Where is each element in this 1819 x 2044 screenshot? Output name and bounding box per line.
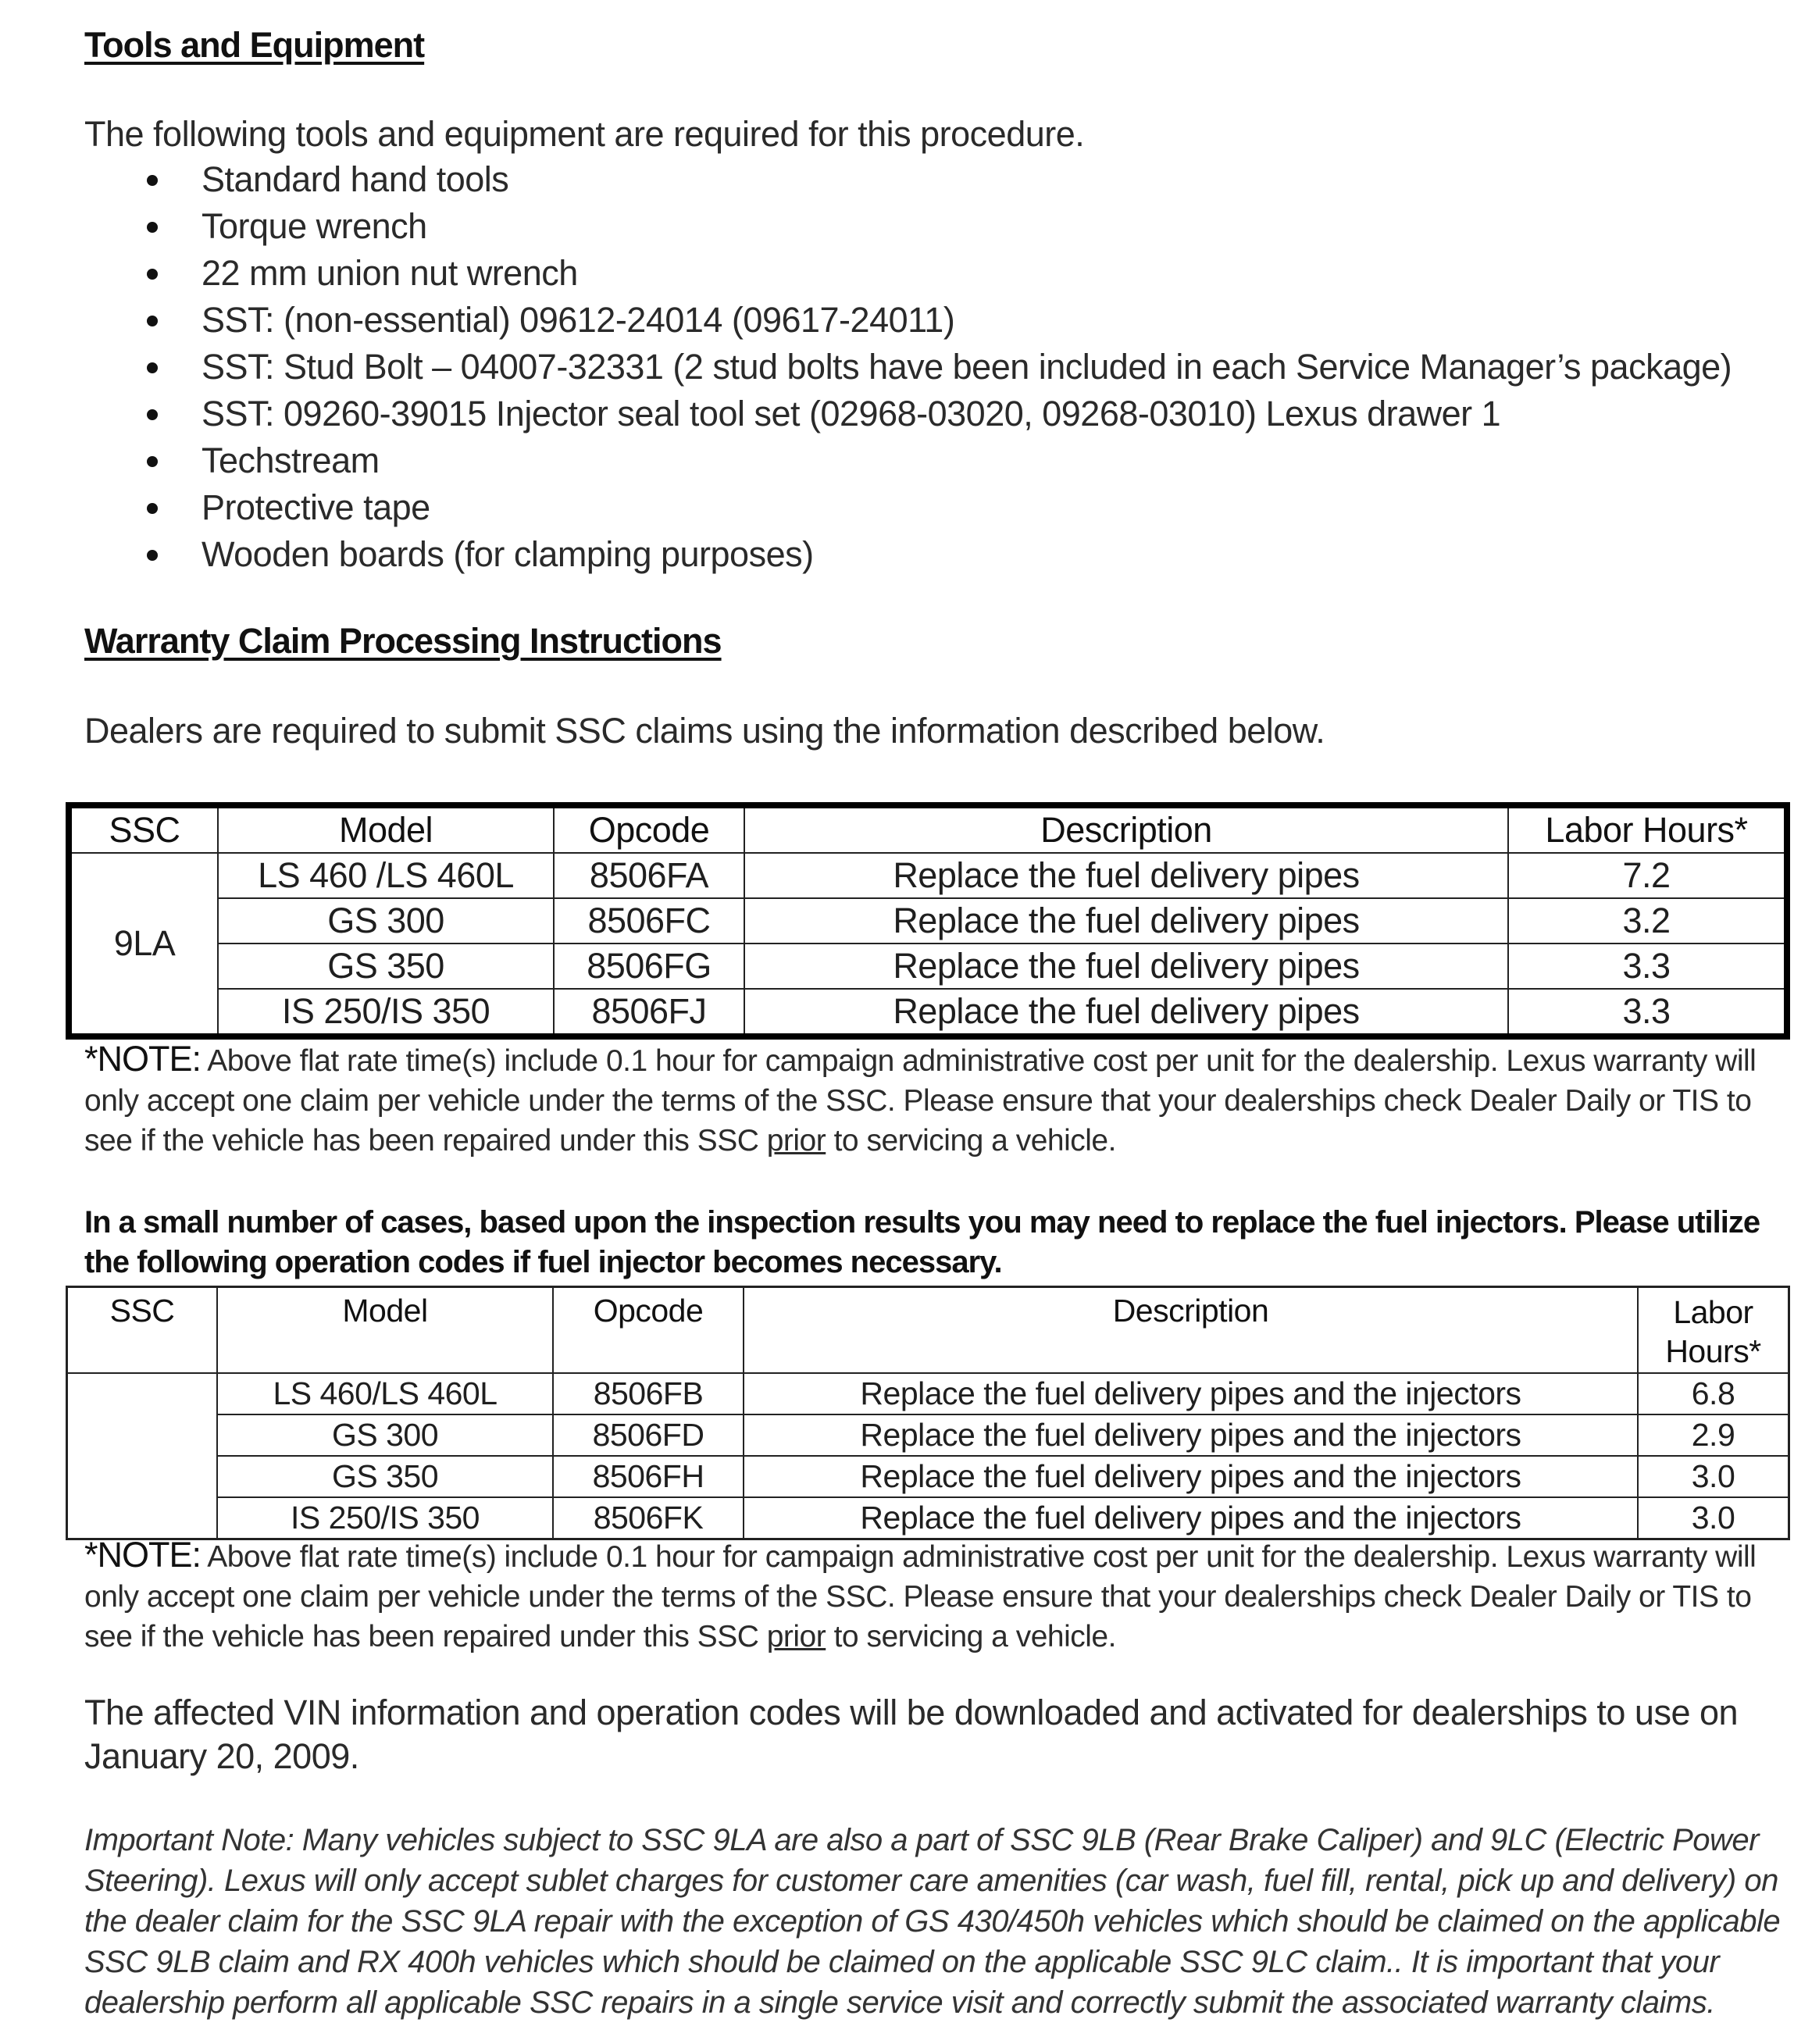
description-cell: Replace the fuel delivery pipes and the injectors bbox=[744, 1497, 1638, 1539]
model-cell: IS 250/IS 350 bbox=[218, 989, 554, 1036]
hours-cell: 3.2 bbox=[1508, 898, 1787, 944]
tools-intro: The following tools and equipment are required for this procedure. bbox=[84, 114, 1085, 154]
ssc-cell bbox=[67, 1373, 218, 1539]
opcode-cell: 8506FC bbox=[554, 898, 744, 944]
model-cell: LS 460 /LS 460L bbox=[218, 853, 554, 898]
tools-list bbox=[141, 156, 1732, 578]
opcode-cell: 8506FH bbox=[553, 1456, 744, 1497]
hours-cell: 3.0 bbox=[1638, 1456, 1789, 1497]
header-ssc: SSC bbox=[69, 805, 218, 853]
tools-heading: Tools and Equipment bbox=[84, 25, 425, 65]
warranty-intro: Dealers are required to submit SSC claims using the information described below. bbox=[84, 711, 1325, 751]
description-cell: Replace the fuel delivery pipes and the injectors bbox=[744, 1456, 1638, 1497]
opcode-table-injectors bbox=[66, 1286, 1790, 1540]
bullet-icon bbox=[147, 175, 158, 186]
note-injectors: *NOTE: Above flat rate time(s) include 0.1 hour for campaign administrative cost per unit for the dealership. Lexus warranty will only accept one claim per vehicle under the terms of the SSC. Please ensure that your dealerships check Dealer Daily or TIS to see if the vehicle has been repaired under this SSC prior to servicing a vehicle. bbox=[84, 1535, 1757, 1653]
table-row bbox=[69, 853, 1787, 898]
model-cell: GS 300 bbox=[218, 898, 554, 944]
table-row bbox=[67, 1373, 1789, 1414]
table-row bbox=[67, 1497, 1789, 1539]
ssc-cell: 9LA bbox=[69, 853, 218, 1036]
description-cell: Replace the fuel delivery pipes bbox=[744, 898, 1508, 944]
hours-cell: 3.0 bbox=[1638, 1497, 1789, 1539]
bullet-icon bbox=[147, 222, 158, 233]
opcode-cell: 8506FA bbox=[554, 853, 744, 898]
model-cell: GS 350 bbox=[217, 1456, 553, 1497]
description-cell: Replace the fuel delivery pipes bbox=[744, 989, 1508, 1036]
header-labor-hours: Labor Hours* bbox=[1508, 805, 1787, 853]
model-cell: GS 350 bbox=[218, 944, 554, 989]
header-description: Description bbox=[744, 805, 1508, 853]
list-item: Techstream bbox=[141, 437, 1732, 484]
table-row bbox=[69, 989, 1787, 1036]
header-model: Model bbox=[217, 1287, 553, 1374]
description-cell: Replace the fuel delivery pipes bbox=[744, 944, 1508, 989]
hours-cell: 7.2 bbox=[1508, 853, 1787, 898]
opcode-table-pipes bbox=[66, 802, 1790, 1040]
header-opcode: Opcode bbox=[554, 805, 744, 853]
bullet-icon bbox=[147, 550, 158, 561]
list-item: Torque wrench bbox=[141, 203, 1732, 250]
bullet-icon bbox=[147, 269, 158, 280]
hours-cell: 3.3 bbox=[1508, 989, 1787, 1036]
header-model: Model bbox=[218, 805, 554, 853]
table-header-row bbox=[67, 1287, 1789, 1374]
opcode-cell: 8506FK bbox=[553, 1497, 744, 1539]
list-item: SST: Stud Bolt – 04007-32331 (2 stud bolts have been included in each Service Manager’s package) bbox=[141, 344, 1732, 391]
vin-activation-paragraph: The affected VIN information and operation codes will be downloaded and activated for dealerships to use on January 20, 2009. bbox=[84, 1693, 1739, 1776]
list-item: Wooden boards (for clamping purposes) bbox=[141, 531, 1732, 578]
bullet-icon bbox=[147, 503, 158, 514]
list-item: Standard hand tools bbox=[141, 156, 1732, 203]
hours-cell: 2.9 bbox=[1638, 1414, 1789, 1456]
list-item: SST: 09260-39015 Injector seal tool set (02968-03020, 09268-03010) Lexus drawer 1 bbox=[141, 391, 1732, 437]
note-pipes: *NOTE: Above flat rate time(s) include 0.1 hour for campaign administrative cost per unit for the dealership. Lexus warranty will only accept one claim per vehicle under the terms of the SSC. Please ensure that your dealerships check Dealer Daily or TIS to see if the vehicle has been repaired under this SSC prior to servicing a vehicle. bbox=[84, 1039, 1757, 1158]
table-row bbox=[69, 898, 1787, 944]
description-cell: Replace the fuel delivery pipes and the injectors bbox=[744, 1414, 1638, 1456]
header-description: Description bbox=[744, 1287, 1638, 1374]
model-cell: IS 250/IS 350 bbox=[217, 1497, 553, 1539]
table-row bbox=[69, 944, 1787, 989]
description-cell: Replace the fuel delivery pipes bbox=[744, 853, 1508, 898]
important-note: Important Note: Many vehicles subject to SSC 9LA are also a part of SSC 9LB (Rear Brake Caliper) and 9LC (Electric Power Steering). Lexus will only accept sublet charges for customer care amenities (car wash, fuel fill, rental, pick up and delivery) on the dealer claim for the SSC 9LA repair with the exception of GS 430/450h vehicles which should be claimed on the applicable SSC 9LB claim and RX 400h vehicles which should be claimed on the applicable SSC 9LC claim.. It is important that your dealership perform all applicable SSC repairs in a single service visit and correctly submit the associated warranty claims. bbox=[84, 1823, 1781, 2020]
opcode-cell: 8506FJ bbox=[554, 989, 744, 1036]
list-item: 22 mm union nut wrench bbox=[141, 250, 1732, 297]
opcode-cell: 8506FD bbox=[553, 1414, 744, 1456]
opcode-cell: 8506FG bbox=[554, 944, 744, 989]
bullet-icon bbox=[147, 409, 158, 420]
header-labor-hours: Labor Hours* bbox=[1638, 1287, 1789, 1374]
header-opcode: Opcode bbox=[553, 1287, 744, 1374]
model-cell: GS 300 bbox=[217, 1414, 553, 1456]
warranty-heading: Warranty Claim Processing Instructions bbox=[84, 621, 722, 661]
description-cell: Replace the fuel delivery pipes and the injectors bbox=[744, 1373, 1638, 1414]
bullet-icon bbox=[147, 456, 158, 467]
table-row bbox=[67, 1414, 1789, 1456]
hours-cell: 6.8 bbox=[1638, 1373, 1789, 1414]
injector-instructions: In a small number of cases, based upon the inspection results you may need to replace the fuel injectors. Please utilize the following operation codes if fuel injector becomes necessary. bbox=[84, 1205, 1760, 1279]
list-item: Protective tape bbox=[141, 484, 1732, 531]
hours-cell: 3.3 bbox=[1508, 944, 1787, 989]
note-label: *NOTE: bbox=[84, 1535, 202, 1575]
bullet-icon bbox=[147, 362, 158, 373]
table-row bbox=[67, 1456, 1789, 1497]
note-label: *NOTE: bbox=[84, 1039, 202, 1079]
model-cell: LS 460/LS 460L bbox=[217, 1373, 553, 1414]
list-item: SST: (non-essential) 09612-24014 (09617-24011) bbox=[141, 297, 1732, 344]
opcode-cell: 8506FB bbox=[553, 1373, 744, 1414]
bullet-icon bbox=[147, 316, 158, 326]
table-header-row bbox=[69, 805, 1787, 853]
header-ssc: SSC bbox=[67, 1287, 218, 1374]
